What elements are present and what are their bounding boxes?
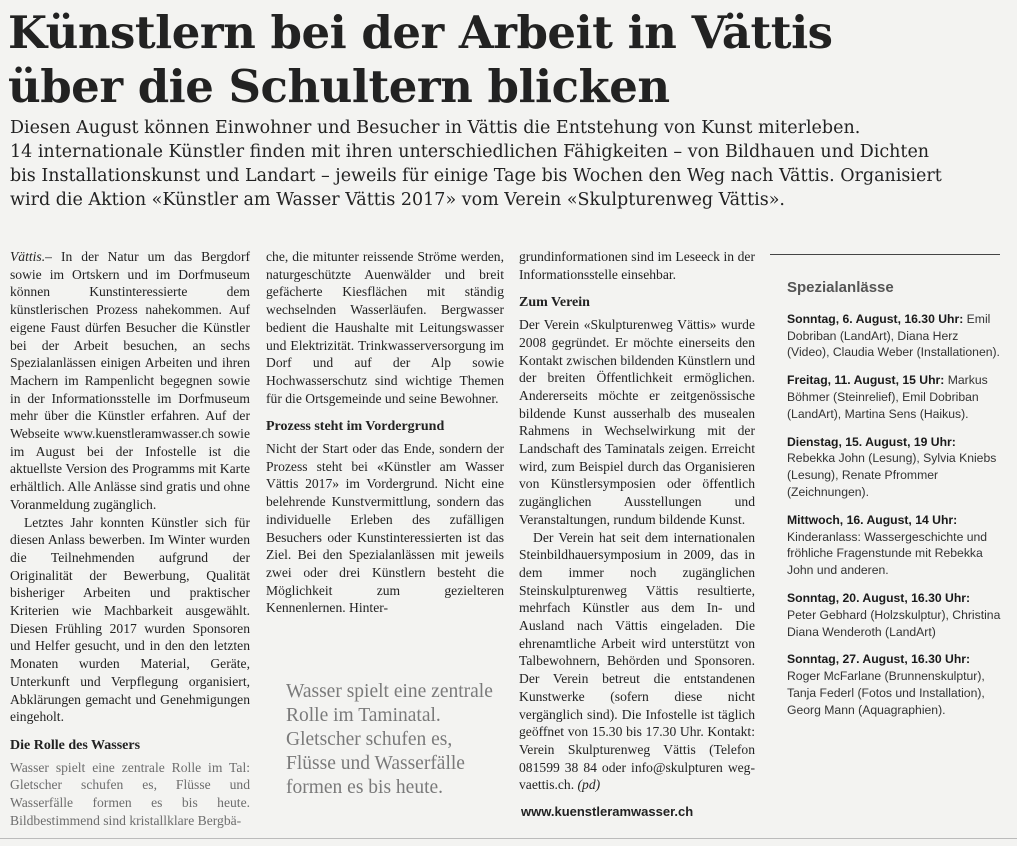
event-text: Emil Dobriban (LandArt), Diana Herz (Video), Claudia Weber (Installationen). — [787, 311, 1000, 360]
author-signature: (pd) — [577, 777, 601, 793]
article-paragraph: grundinformationen sind im Leseeck in der Informationsstelle einsehbar. — [519, 249, 755, 282]
event-item — [787, 512, 1002, 579]
event-date: Mittwoch, 16. August, 14 Uhr: — [787, 512, 958, 527]
event-item — [787, 590, 1002, 640]
website-url[interactable]: www.kuenstleramwasser.ch — [521, 804, 694, 819]
lead-line-4: wird die Aktion «Künstler am Wasser Vättis 2017» vom Verein «Skulpturenweg Vättis». — [10, 190, 785, 210]
lead-line-3: bis Installationskunst und Landart – jeweils für einige Tage bis Wochen den Weg nach Vättis. Organisiert — [10, 166, 942, 186]
article-paragraph: Letztes Jahr konnten Künstler sich für diesen Anlass bewerben. Im Winter wurden die Teilnehmenden aufgrund der Originalität der Bewerbung, Qualität bisheriger Arbeiten und praktischer Kriterien wie Machbarkeit ausgewählt. Diesen Frühling 2017 wurden Sponsoren und Helfer gesucht, und in den den letzten Monaten wurden Material, Geräte, Unterkunft und Verpflegung organisiert, Abklärungen gemacht und Genehmigungen eingeholt. — [10, 514, 250, 725]
event-date: Sonntag, 27. August, 16.30 Uhr: — [787, 652, 971, 667]
lead-line-2: 14 internationale Künstler finden mit ihren unterschiedlichen Fähigkeiten – von Bildhauen und Dichten — [10, 142, 930, 162]
article-paragraph — [519, 529, 755, 795]
event-text: Rebekka John (Lesung), Sylvia Kniebs (Lesung), Renate Pfrommer (Zeichnungen). — [787, 451, 997, 499]
event-item — [787, 434, 1002, 501]
lead-paragraph — [10, 116, 1000, 212]
headline-line-2: über die Schultern blicken — [8, 60, 670, 113]
pull-quote: Wasser spielt eine zentrale Rolle im Taminatal. Gletscher schufen es, Flüsse und Wasserfälle formen es bis heute. — [286, 681, 493, 798]
event-item — [787, 651, 1002, 718]
event-text: Markus Böhmer (Steinrelief), Emil Dobriban (LandArt), Martina Sens (Haikus). — [787, 373, 988, 421]
sidebar-divider — [770, 254, 1000, 255]
subheading-wasser: Die Rolle des Wassers — [10, 737, 141, 753]
event-date: Sonntag, 6. August, 16.30 Uhr: — [787, 311, 964, 326]
article-paragraph: Nicht der Start oder das Ende, sondern der Prozess steht bei «Künstler am Wasser Vättis 2017» im Vordergrund. Nicht eine belehrende Kunstvermittlung, sondern das individuelle Erleben des zufälligen Besuchers oder Kunstinteressierten ist das Ziel. Bei den Spezialanlässen mit jeweils zwei oder drei Künstlern besteht die Möglichkeit zum gezielteren Kennenlernen. Hinter- — [266, 441, 504, 616]
article-column-3 — [519, 248, 755, 794]
lead-line-1: Diesen August können Einwohner und Besucher in Vättis die Entstehung von Kunst miterleben. — [10, 118, 861, 138]
event-text: Roger McFarlane (Brunnenskulptur), Tanja Federl (Fotos und Installation), Georg Mann (Aquagraphien). — [787, 669, 985, 717]
subheading-verein: Zum Verein — [519, 295, 590, 311]
sidebar-title: Spezialanlässe — [787, 279, 894, 296]
article-paragraph: Wasser spielt eine zentrale Rolle im Tal: Gletscher schufen es, Flüsse und Wasserfälle formen es bis heute. Bildbestimmend sind kristallklare Bergbä- — [10, 759, 250, 828]
event-date: Dienstag, 15. August, 19 Uhr: — [787, 434, 956, 449]
event-date: Sonntag, 20. August, 16.30 Uhr: — [787, 590, 971, 605]
page-edge-line — [0, 838, 1017, 839]
event-item — [787, 311, 1002, 361]
headline — [8, 6, 1008, 114]
article-column-2 — [266, 248, 504, 617]
event-date: Freitag, 11. August, 15 Uhr: — [787, 373, 945, 388]
article-column-1 — [10, 248, 250, 830]
headline-line-1: Künstlern bei der Arbeit in Vättis — [8, 6, 833, 59]
event-item — [787, 372, 1002, 422]
dateline: Vättis.– — [10, 249, 52, 264]
paragraph-text: In der Natur um das Bergdorf sowie im Ortskern und im Dorfmuseum können Kunstinteressierte dem künstlerischen Prozess nahekommen. Auf eigene Faust dürfen Besucher die Künstler bei der Arbeit besuchen, an sechs Spezialanlässen einigen Arbeiten und ihren Machern im Rampenlicht begegnen sowie in der Informationsstelle im Dorfmuseum mehr über die Künstler erfahren. Auf der Webseite www.kuenstleramwasser.ch sowie im August bei der Infostelle ist die aktuellste Version des Programms mit Karte erhältlich. Alle Anlässe sind gratis und ohne Voranmeldung zugänglich. — [10, 249, 250, 512]
events-sidebar — [787, 280, 1002, 730]
article-paragraph: Der Verein «Skulpturenweg Vättis» wurde 2008 gegründet. Er möchte einerseits den Kontakt zwischen bildenden Künstlern und der breiten Öffentlichkeit ermöglichen. Andererseits möchte er zeitgenössische bildende Kunst ausserhalb des musealen Rahmens in Wechselwirkung mit der Landschaft des Taminatals zeigen. Erreicht wird, zum Beispiel durch das Organisieren von Künstlersymposien oder öffentlich zugänglichen Ausstellungen und Veranstaltungen, rundum bildende Kunst. — [519, 317, 755, 527]
event-text: Kinderanlass: Wassergeschichte und fröhliche Fragenstunde mit Rebekka John und anderen. — [787, 529, 988, 578]
article-paragraph — [10, 248, 250, 514]
subheading-prozess: Prozess steht im Vordergrund — [266, 419, 445, 435]
article-paragraph: che, die mitunter reissende Ströme werden, naturgeschützte Auenwälder und breit gefächerte Kiesflächen mit ständig wechselnden Wasserläufen. Bergwasser bedient die Haushalte mit Leitungswasser und Elektrizität. Trinkwasserversorgung im Dorf und auf der Alp sowie Hochwasserschutz sind wichtige Themen für die Ortsgemeinde und seine Bewohner. — [266, 249, 504, 406]
event-text: Peter Gebhard (Holzskulptur), Christina Diana Wenderoth (LandArt) — [787, 607, 1001, 639]
paragraph-text: Der Verein hat seit dem internationalen Steinbildhauersymposium in 2009, das in dem immer noch zugänglichen Steinskulpturenweg Vättis resultierte, mehrfach Künstler aus dem In- und Ausland nach Vättis eingeladen. Die ehrenamtliche Arbeit wird unterstützt von Talbewohnern, Behörden und Sponsoren. Der Verein betreut die entstandenen Kunstwerke (sofern diese nicht vergänglich sind). Die Infostelle ist täglich geöffnet von 15.30 bis 17.30 Uhr. Kontakt: Verein Skulpturenweg Vättis (Telefon 081599 38 84 oder info@skulpturen weg-vaettis.ch. — [519, 529, 755, 793]
